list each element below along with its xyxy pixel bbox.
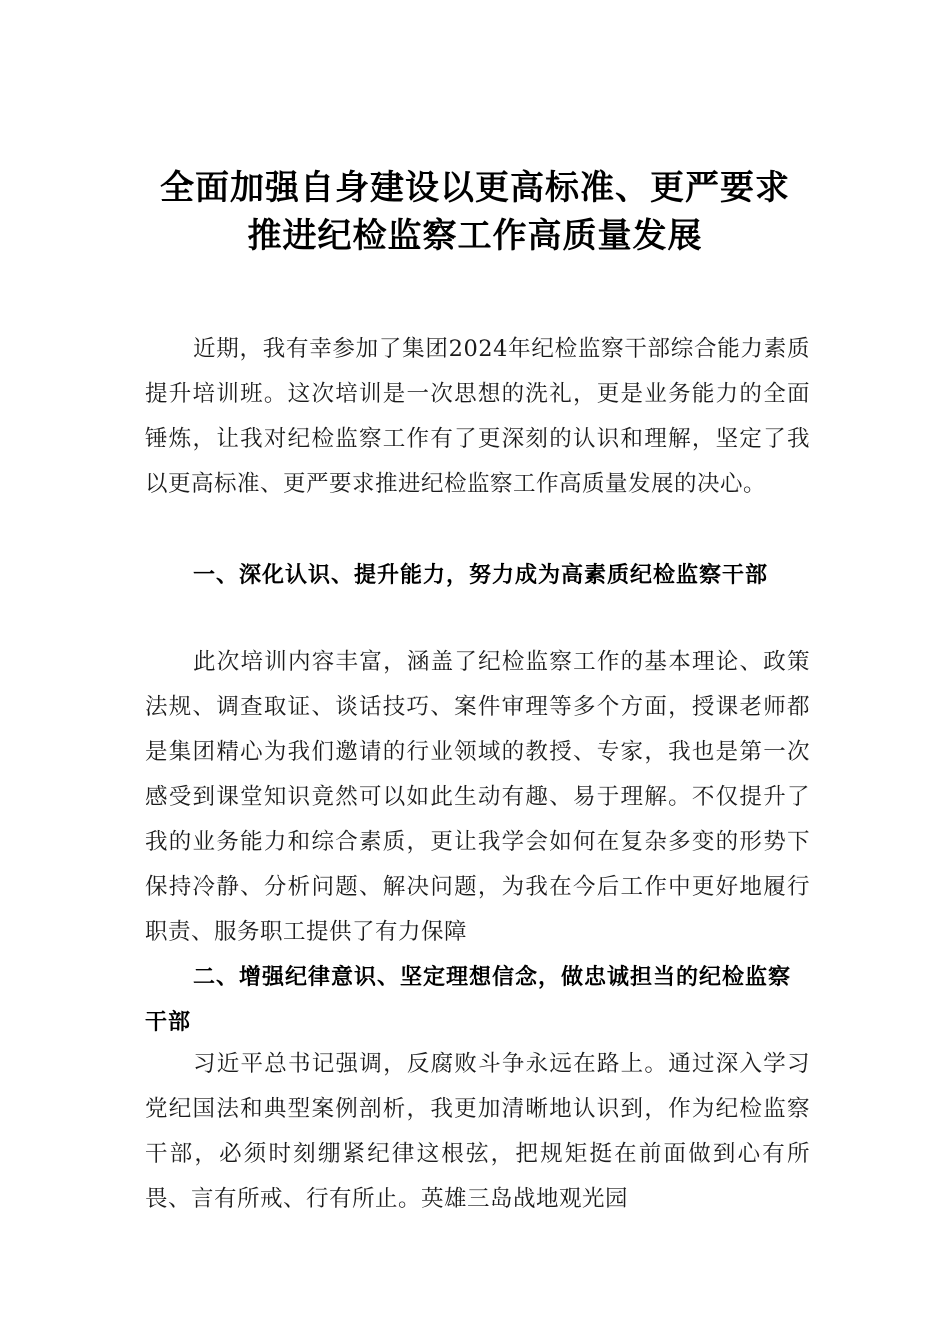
document-title-line-2: 推进纪检监察工作高质量发展	[247, 216, 703, 256]
section-heading-1: 一、深化认识、提升能力，努力成为高素质纪检监察干部	[193, 563, 769, 588]
paragraph-intro: 近期，我有幸参加了集团2024年纪检监察干部综合能力素质提升培训班。这次培训是一次思想的洗礼，更是业务能力的全面锤炼，让我对纪检监察工作有了更深刻的认识和理解，坚定了我以更高标准、更严要求推进纪检监察工作高质量发展的决心。	[145, 336, 810, 497]
paragraph-discipline: 习近平总书记强调，反腐败斗争永远在路上。通过深入学习党纪国法和典型案例剖析，我更加清晰地认识到，作为纪检监察干部，必须时刻绷紧纪律这根弦，把规矩挺在前面做到心有所畏、言有所戒、行有所止。英雄三岛战地观光园	[145, 1051, 810, 1212]
document-title-line-1: 全面加强自身建设以更高标准、更严要求	[160, 168, 790, 208]
section-heading-2: 二、增强纪律意识、坚定理想信念，做忠诚担当的纪检监察干部	[145, 965, 792, 1035]
paragraph-training: 此次培训内容丰富，涵盖了纪检监察工作的基本理论、政策法规、调查取证、谈话技巧、案件审理等多个方面，授课老师都是集团精心为我们邀请的行业领域的教授、专家，我也是第一次感受到课堂知识竟然可以如此生动有趣、易于理解。不仅提升了我的业务能力和综合素质，更让我学会如何在复杂多变的形势下保持冷静、分析问题、解决问题，为我在今后工作中更好地履行职责、服务职工提供了有力保障	[145, 649, 810, 945]
